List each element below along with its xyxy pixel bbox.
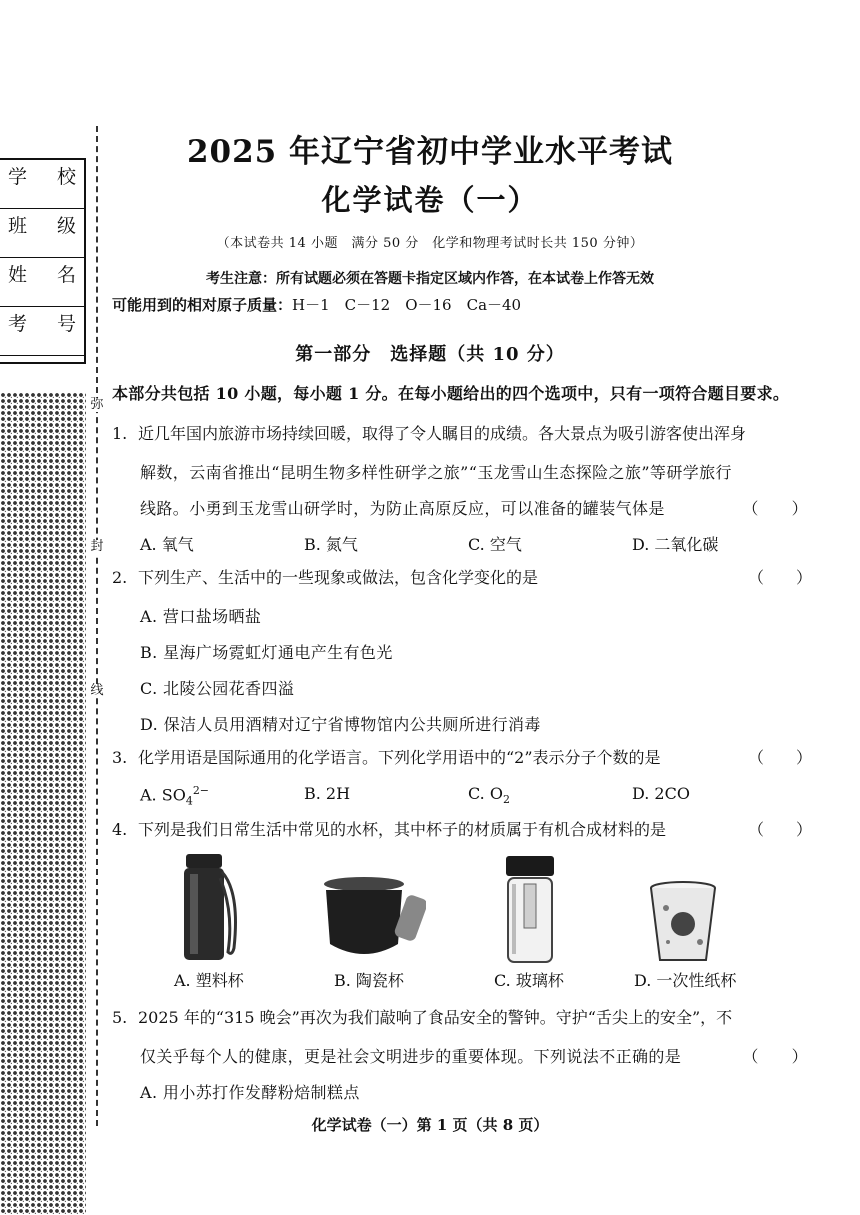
answer-bracket: （ ）	[742, 1047, 808, 1066]
option-c	[468, 784, 510, 806]
answer-bracket: （ ）	[742, 499, 808, 518]
plastic-cup-image	[176, 852, 256, 964]
option-a-superscript: 2−	[192, 784, 210, 797]
option-c: C. 空气	[468, 535, 522, 554]
question-number: 5.	[112, 1008, 128, 1027]
option-c: C. 北陵公园花香四溢	[140, 679, 295, 698]
glass-cup-image	[500, 854, 560, 964]
question-text: 下列生产、生活中的一些现象或做法，包含化学变化的是	[138, 568, 539, 587]
exam-title: 2025 年辽宁省初中学业水平考试	[186, 134, 674, 170]
question-3	[112, 740, 812, 776]
option-d: D. 2CO	[632, 784, 690, 803]
option-c-subscript: 2	[502, 793, 510, 807]
option-d: D. 保洁人员用酒精对辽宁省博物馆内公共厕所进行消毒	[140, 715, 541, 734]
seal-word-mi: 弥	[90, 397, 104, 412]
seal-word-feng: 封	[90, 539, 104, 554]
exam-meta: （本试卷共 14 小题 满分 50 分 化学和物理考试时长共 150 分钟）	[216, 236, 644, 251]
option-a-subscript: 4	[185, 794, 193, 808]
question-text: 下列是我们日常生活中常见的水杯，其中杯子的材质属于有机合成材料的是	[138, 820, 667, 839]
option-b: B. 星海广场霓虹灯通电产生有色光	[140, 643, 393, 662]
question-5-line-2	[140, 1044, 808, 1067]
question-text: 化学用语是国际通用的化学语言。下列化学用语中的“2”表示分子个数的是	[138, 748, 661, 767]
cup-caption-c: C. 玻璃杯	[494, 971, 564, 990]
question-number: 2.	[112, 568, 128, 587]
cup-caption-d: D. 一次性纸杯	[634, 971, 737, 990]
seal-pattern-strip	[0, 392, 86, 1215]
class-label-2: 级	[56, 215, 76, 237]
option-d: D. 二氧化碳	[632, 535, 719, 554]
cup-caption-b: B. 陶瓷杯	[334, 971, 404, 990]
question-text: 线路。小勇到玉龙雪山研学时，为防止高原反应，可以准备的罐装气体是	[140, 499, 665, 518]
option-c-formula: C. O	[468, 784, 503, 803]
question-1	[112, 416, 812, 452]
question-text: 近几年国内旅游市场持续回暖，取得了令人瞩目的成绩。各大景点为吸引游客使出浑身	[138, 424, 747, 443]
question-text: 2025 年的“315 晚会”再次为我们敲响了食品安全的警钟。守护“舌尖上的安全”，不	[138, 1008, 733, 1027]
exam-number-label-2: 号	[56, 313, 76, 335]
option-b: B. 氮气	[304, 535, 358, 554]
answer-bracket: （ ）	[747, 820, 812, 839]
option-a: A. 营口盐场晒盐	[140, 607, 262, 626]
question-number: 4.	[112, 820, 128, 839]
paper-cup-image	[648, 880, 718, 964]
option-a: A. 用小苏打作发酵粉焙制糕点	[140, 1083, 360, 1102]
question-1-line-3	[140, 496, 808, 519]
question-2	[112, 560, 812, 596]
cup-caption-a: A. 塑料杯	[174, 971, 244, 990]
answer-bracket: （ ）	[747, 748, 812, 767]
option-b: B. 2H	[304, 784, 351, 803]
atomic-mass-label: 可能用到的相对原子质量：	[112, 296, 293, 314]
question-1-options	[140, 532, 808, 556]
question-3-options	[140, 784, 808, 808]
option-a-formula: A. SO	[140, 785, 186, 805]
question-4	[112, 812, 812, 848]
exam-number-label-1: 考	[8, 313, 28, 335]
option-a	[140, 784, 209, 808]
option-a: A. 氧气	[140, 535, 194, 554]
question-5	[112, 1000, 812, 1036]
page-footer: 化学试卷（一）第 1 页（共 8 页）	[311, 1116, 549, 1134]
ceramic-cup-image	[322, 874, 426, 962]
section-title: 第一部分 选择题（共 10 分）	[295, 344, 565, 365]
question-number: 3.	[112, 748, 128, 767]
exam-notice: 考生注意：所有试题必须在答题卡指定区域内作答，在本试卷上作答无效	[206, 271, 654, 287]
atomic-mass-line	[112, 294, 521, 315]
seal-word-xian: 线	[90, 683, 104, 698]
name-label-2: 名	[56, 264, 76, 286]
school-label-1: 学	[8, 166, 28, 188]
section-instruction: 本部分共包括 10 小题，每小题 1 分。在每小题给出的四个选项中，只有一项符合题目要求。	[112, 384, 790, 403]
question-text: 仅关乎每个人的健康，更是社会文明进步的重要体现。下列说法不正确的是	[140, 1047, 682, 1066]
answer-bracket: （ ）	[747, 568, 812, 587]
paper-subtitle: 化学试卷（一）	[321, 183, 539, 217]
question-1-line-2: 解数，云南省推出“昆明生物多样性研学之旅”“玉龙雪山生态探险之旅”等研学旅行	[140, 463, 732, 482]
question-number: 1.	[112, 424, 128, 443]
name-label-1: 姓	[8, 264, 28, 286]
atomic-mass-values: H－1 C－12 O－16 Ca－40	[292, 296, 522, 314]
class-label-1: 班	[8, 215, 28, 237]
school-label-2: 校	[56, 166, 76, 188]
